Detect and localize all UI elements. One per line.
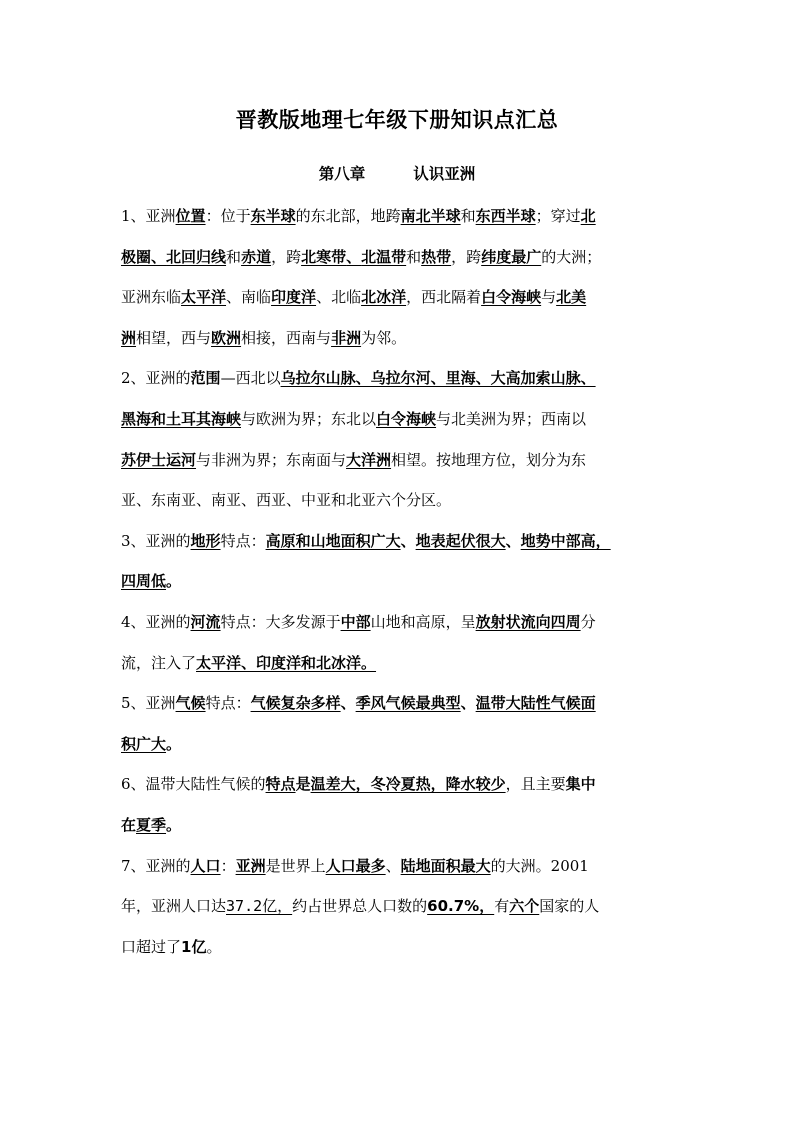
text: 特点：大多发源于 [220, 612, 341, 631]
key-term: 太平洋、印度洋和北冰洋。 [196, 653, 377, 672]
key-number: 60.7%， [427, 897, 495, 916]
key-term: 气候 [175, 694, 206, 713]
text-line [121, 602, 681, 643]
paragraph-4 [121, 602, 681, 683]
text-line [121, 521, 681, 562]
key-term: 河流 [190, 612, 221, 631]
text: —西北以 [220, 369, 281, 388]
text: 相接，西南与 [241, 328, 332, 347]
text: ：位于 [205, 207, 251, 225]
text: 的东北部，地跨 [295, 207, 401, 225]
bold-term: 范围 [190, 369, 221, 388]
text: 2、亚洲的 [121, 369, 191, 388]
key-term: 北回归线 [166, 247, 227, 266]
text: ，跨 [451, 247, 482, 266]
text: 年，亚洲人口达 [121, 897, 227, 916]
bold-term: 、 [505, 531, 521, 550]
text: 与非洲为界；东南面与 [196, 450, 347, 469]
key-term: 东西半球 [475, 207, 536, 225]
text: 和 [226, 247, 242, 266]
text: 亚、东南亚、南亚、西亚、中亚和北亚六个分区。 [121, 491, 452, 510]
text: 口超过了 [121, 937, 182, 956]
text: ，西北隔着 [406, 288, 482, 307]
key-term: 白令海峡 [376, 409, 437, 428]
bold-term: 在 [121, 815, 137, 834]
paragraph-7 [121, 846, 681, 968]
key-term: 太平洋 [181, 288, 227, 307]
key-term: 北冰洋 [361, 288, 407, 307]
key-term: 印度洋 [271, 288, 317, 307]
key-term: 赤道 [241, 247, 272, 266]
key-number: 37.2亿， [226, 897, 293, 916]
text-line [121, 196, 681, 237]
text: 有 [494, 897, 510, 916]
bold-term: 、 [460, 694, 476, 713]
text-line [121, 724, 681, 765]
text-line [121, 440, 681, 481]
text: 的大洲； [541, 247, 602, 266]
key-term: 人口 [190, 856, 221, 875]
key-term: 北美 [556, 288, 587, 307]
text-line [121, 927, 681, 968]
key-term: 中部 [340, 612, 371, 631]
text: 7、亚洲的 [121, 856, 191, 875]
text-line [121, 318, 681, 359]
text: 是世界上 [265, 856, 326, 875]
paragraph-3 [121, 521, 681, 602]
bold-term: 。 [166, 734, 182, 753]
key-term: 北寒带 [301, 247, 347, 266]
text: 、北临 [316, 288, 362, 307]
key-term: 放射状流向四周 [475, 612, 581, 631]
text: ；穿过 [535, 207, 581, 225]
text-line [121, 277, 681, 318]
key-term: 、 [151, 247, 167, 266]
text-line [121, 683, 681, 724]
text: 1、亚洲 [121, 207, 176, 225]
text: 3、亚洲的 [121, 531, 191, 550]
text-line [121, 643, 681, 684]
text: 流，注入了 [121, 653, 197, 672]
text: 和 [460, 207, 476, 225]
text-line [121, 846, 681, 887]
text: 与欧洲为界；东北以 [241, 409, 377, 428]
key-term: 位置 [175, 207, 206, 225]
text: 山地和高原，呈 [370, 612, 476, 631]
text: 国家的人 [539, 897, 600, 916]
text: 相望，西与 [136, 328, 212, 347]
text: 与北美洲为界；西南以 [436, 409, 587, 428]
key-term: 黑海和土耳其海峡 [121, 409, 242, 428]
key-term: 夏季 [136, 815, 167, 834]
key-term: 四周低 [121, 572, 167, 591]
paragraph-5 [121, 683, 681, 764]
bold-term: 是 [295, 775, 311, 794]
key-term: 纬度最广 [481, 247, 542, 266]
chapter-title: 认识亚洲 [413, 165, 476, 183]
text: 特点： [205, 694, 251, 713]
key-term: 气候复杂多样 [250, 694, 341, 713]
key-term: 温差大，冬冷夏热，降水较少 [310, 775, 506, 794]
text: 6、温带大陆性气候的 [121, 775, 266, 794]
key-term: 亚洲 [235, 856, 266, 875]
text: 4、亚洲的 [121, 612, 191, 631]
key-term: 六个 [509, 897, 540, 916]
key-term: 大洋洲 [346, 450, 392, 469]
text-line [121, 764, 681, 805]
chapter-number: 第八章 [318, 165, 366, 183]
bold-term: 。 [166, 815, 182, 834]
paragraph-6 [121, 764, 681, 845]
text-line [121, 886, 681, 927]
text: ，且主要 [505, 775, 566, 794]
paragraph-2 [121, 358, 681, 520]
key-term: 欧洲 [211, 328, 242, 347]
text: 为邻。 [361, 328, 407, 347]
text-line [121, 480, 681, 521]
key-term: 极圈 [121, 247, 152, 266]
key-term: 地形 [190, 531, 221, 550]
document-body [121, 196, 681, 967]
paragraph-1 [121, 196, 681, 358]
bold-term: 1亿 [181, 937, 207, 956]
text: 。 [206, 937, 222, 956]
key-term: 非洲 [331, 328, 362, 347]
key-term: 特点 [265, 775, 296, 794]
key-term: 北 [580, 207, 596, 225]
key-term: 热带 [421, 247, 452, 266]
key-term: 东半球 [250, 207, 296, 225]
key-term: 乌拉尔山脉、乌拉尔河、里海、大高加索山脉、 [280, 369, 596, 388]
key-term: 北温带 [361, 247, 407, 266]
text: 、南临 [226, 288, 272, 307]
text: 、 [385, 856, 401, 875]
chapter-heading [0, 162, 794, 184]
key-term: 白令海峡 [481, 288, 542, 307]
text: 和 [406, 247, 422, 266]
text: 5、亚洲 [121, 694, 176, 713]
text-line [121, 805, 681, 846]
key-term: 陆地面积最大 [400, 856, 491, 875]
text: 亚洲东临 [121, 288, 182, 307]
text: 约占世界总人口数的 [292, 897, 428, 916]
text: 分 [580, 612, 596, 631]
key-term: 季风气候最典型 [355, 694, 461, 713]
key-term: 南北半球 [400, 207, 461, 225]
key-term: 地表起伏很大 [415, 531, 506, 550]
bold-term: 集中 [565, 775, 596, 794]
key-term: 地势中部高， [520, 531, 611, 550]
text: 相望。按地理方位，划分为东 [391, 450, 587, 469]
text-line [121, 237, 681, 278]
key-term: 苏伊士运河 [121, 450, 197, 469]
key-term: 温带大陆性气候面 [475, 694, 596, 713]
text: ，跨 [271, 247, 302, 266]
bold-term: 、 [340, 694, 356, 713]
key-term: 积广大 [121, 734, 167, 753]
text: 与 [541, 288, 557, 307]
text-line [121, 358, 681, 399]
text: 特点： [220, 531, 266, 550]
key-term: 、 [346, 247, 362, 266]
text-line [121, 399, 681, 440]
key-term: 人口最多 [325, 856, 386, 875]
text: ： [220, 856, 236, 875]
bold-term: 、 [400, 531, 416, 550]
key-term: 高原和山地面积广大 [265, 531, 401, 550]
bold-term: 。 [166, 572, 182, 591]
document-title: 晋教版地理七年级下册知识点汇总 [235, 108, 559, 132]
text-line [121, 561, 681, 602]
text: 的大洲。2001 [490, 856, 589, 875]
key-term: 洲 [121, 328, 137, 347]
